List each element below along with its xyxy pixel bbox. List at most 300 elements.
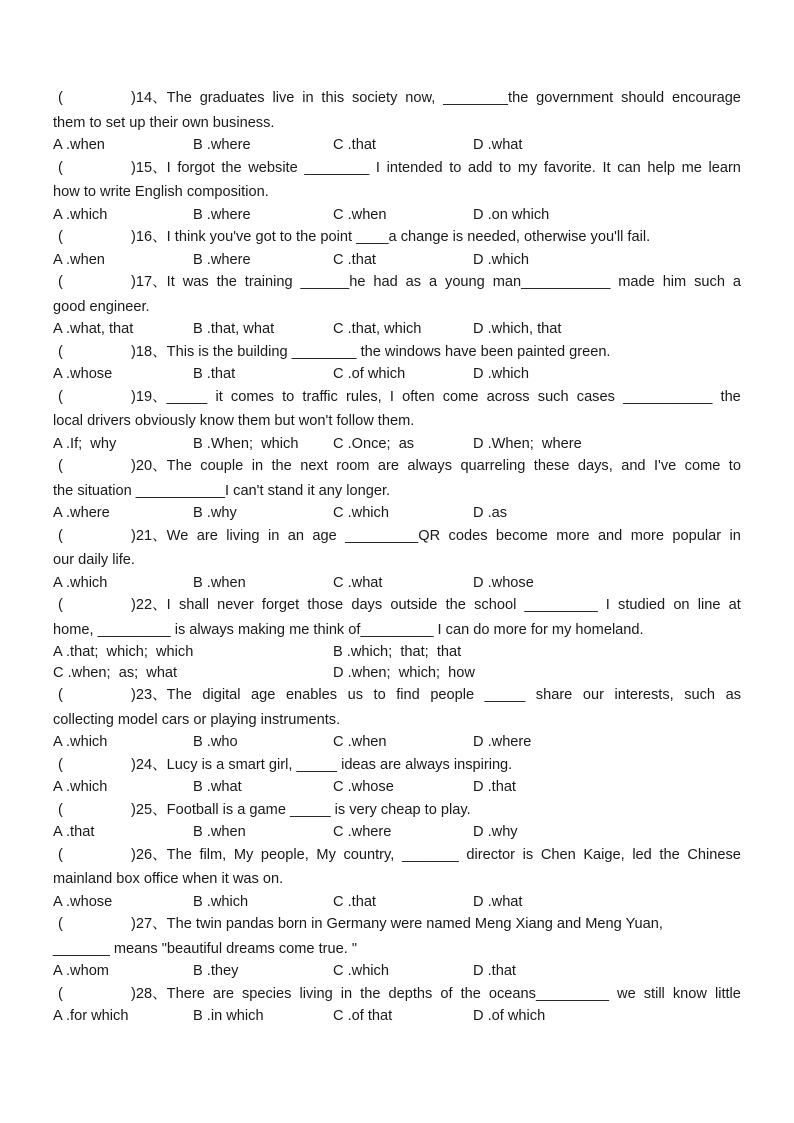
option-d[interactable]: D .what [473, 893, 523, 910]
stem-word: next [300, 458, 328, 474]
answer-blank[interactable] [53, 593, 131, 618]
stem-word: in [340, 985, 353, 1002]
stem-word-text: )19、_____ [131, 388, 208, 405]
stem-word: ___________ [623, 388, 713, 405]
question-continuation: collecting model cars or playing instruments. [53, 711, 341, 728]
option-b[interactable]: B .when [193, 574, 246, 591]
question-21 [53, 524, 741, 594]
stem-word: quarreling [460, 458, 526, 474]
stem-word: in [251, 458, 264, 474]
stem-word: to [282, 388, 295, 405]
stem-word: more [556, 527, 590, 544]
stem-word: him [662, 274, 687, 290]
option-d[interactable]: D .that [473, 963, 516, 979]
question-stem [53, 524, 741, 549]
stem-word-text: )23、The [131, 687, 192, 703]
option-c[interactable]: C .whose [333, 779, 394, 795]
options-row [53, 642, 741, 663]
stem-word: the [659, 846, 680, 863]
option-c[interactable]: C .when [333, 734, 387, 750]
option-d[interactable]: D .that [473, 779, 516, 795]
stem-word: led [632, 846, 652, 863]
stem-word: in [302, 90, 314, 106]
options-row [53, 892, 741, 913]
options-row [53, 573, 741, 594]
option-a[interactable]: A .where [53, 505, 110, 521]
stem-word: forgot [177, 159, 215, 176]
answer-blank[interactable] [53, 340, 131, 365]
question-continuation: mainland box office when it was on. [53, 871, 284, 887]
question-stem [53, 843, 741, 868]
stem-word: the [445, 597, 466, 613]
stem-word: always [407, 458, 453, 474]
stem-word: should [621, 90, 665, 106]
stem-word: know [672, 985, 707, 1002]
stem-word: codes [448, 527, 488, 544]
option-d[interactable]: D .which, that [473, 321, 562, 337]
option-b[interactable]: B .When; which [193, 435, 299, 452]
stem-word: these [533, 458, 570, 474]
stem-word: people [430, 687, 475, 703]
stem-word: intended [386, 159, 443, 176]
stem-word: it [215, 388, 223, 405]
stem-word: ________ [304, 159, 370, 176]
question-continuation: local drivers obviously know them but won't follow them. [53, 413, 415, 429]
stem-word: cases [576, 388, 615, 405]
option-c[interactable]: C .when [333, 206, 387, 223]
answer-blank[interactable] [53, 843, 131, 868]
option-b[interactable]: B .who [193, 734, 238, 750]
stem-word: to [449, 159, 462, 176]
option-c[interactable]: C .that [333, 251, 376, 268]
stem-word [53, 524, 188, 549]
stem-word-text: )28、There [131, 985, 205, 1002]
stem-word [53, 385, 207, 410]
stem-word: help [647, 159, 675, 176]
answer-blank[interactable] [53, 683, 131, 708]
question-continuation: the situation ___________I can't stand it any longer. [53, 482, 391, 499]
stem-word: room [336, 458, 370, 474]
paren-open: ( [58, 388, 63, 405]
question-continuation: how to write English composition. [53, 184, 269, 200]
stem-word: had [373, 274, 398, 290]
stem-word: age [312, 527, 337, 544]
option-c[interactable]: C .what [333, 574, 383, 591]
stem-word: country, [343, 846, 395, 863]
stem-word: I [605, 597, 610, 613]
stem-word: society [351, 90, 398, 106]
options-row [53, 1006, 741, 1027]
stem-word: I've [653, 458, 677, 474]
stem-text: )25、Football is a game _____ is very cheap to play. [131, 801, 471, 818]
stem-word: ______he [300, 274, 366, 290]
option-a[interactable]: A .If; why [53, 435, 117, 452]
paren-open: ( [58, 597, 63, 613]
option-a[interactable]: A .that; which; which [53, 644, 194, 660]
stem-text: )16、I think you've got to the point ____a change is needed, otherwise you'll fail. [131, 229, 651, 245]
option-a[interactable]: A .which [53, 574, 108, 591]
option-d[interactable]: D .of which [473, 1008, 546, 1024]
stem-word: days, [577, 458, 613, 474]
stem-word: learn [708, 159, 741, 176]
paren-open: ( [58, 985, 63, 1002]
stem-word: across [486, 388, 530, 405]
stem-word: to [728, 458, 741, 474]
option-b[interactable]: B .where [193, 251, 251, 268]
option-a[interactable]: A .when [53, 251, 105, 268]
options-row [53, 503, 741, 524]
stem-word: I [389, 388, 394, 405]
stem-word: the [221, 159, 242, 176]
option-d[interactable]: D .what [473, 137, 523, 153]
stem-word: Kaige, [583, 846, 625, 863]
stem-word: comes [230, 388, 274, 405]
stem-word: and [597, 527, 623, 544]
stem-word: such [537, 388, 569, 405]
stem-word: the [720, 388, 741, 405]
option-a[interactable]: A .what, that [53, 321, 134, 337]
paren-open: ( [58, 527, 63, 544]
option-b[interactable]: B .where [193, 206, 251, 223]
stem-word-text: )20、The [131, 458, 192, 474]
options-row [53, 732, 741, 753]
stem-word [53, 683, 192, 708]
options-row [53, 135, 741, 156]
stem-word: I [375, 159, 380, 176]
stem-word: enables [285, 687, 338, 703]
stem-word: add [468, 159, 493, 176]
stem-word: people, [260, 846, 309, 863]
stem-word: Chen [540, 846, 576, 863]
stem-word: an [287, 527, 304, 544]
option-c[interactable]: C .of that [333, 1008, 393, 1024]
stem-word: at [728, 597, 741, 613]
stem-word-text: )21、We [131, 527, 189, 544]
stem-word-text: )14、The [131, 90, 192, 106]
stem-word: depths [388, 985, 433, 1002]
stem-word: never [217, 597, 254, 613]
paren-open: ( [58, 846, 63, 863]
option-d[interactable]: D .which [473, 251, 529, 268]
stem-word: on [673, 597, 690, 613]
option-c[interactable]: C .of which [333, 366, 406, 382]
option-b[interactable]: B .why [193, 505, 237, 521]
option-b[interactable]: B .that, what [193, 321, 275, 337]
question-stem [53, 683, 741, 708]
question-stem [53, 798, 741, 823]
stem-word [53, 270, 175, 295]
stem-word: man___________ [492, 274, 611, 290]
stem-word: can [617, 159, 641, 176]
stem-word: such [694, 274, 725, 290]
option-b[interactable]: B .what [193, 779, 242, 795]
stem-word [53, 593, 171, 618]
stem-word: young [445, 274, 485, 290]
stem-word: me [681, 159, 702, 176]
stem-text: )18、This is the building ________ the windows have been painted green. [131, 343, 611, 360]
stem-text: )24、Lucy is a smart girl, _____ ideas are always inspiring. [131, 756, 513, 773]
question-19 [53, 385, 741, 455]
stem-word: a [428, 274, 438, 290]
option-c[interactable]: C .that, which [333, 321, 422, 337]
question-stem [53, 225, 741, 250]
stem-word: my [517, 159, 538, 176]
question-stem [53, 982, 741, 1007]
stem-word-text: )22、I [131, 597, 171, 613]
stem-word: the [460, 985, 481, 1002]
question-22 [53, 593, 741, 683]
paren-open: ( [58, 801, 63, 818]
stem-word: become [495, 527, 548, 544]
option-c[interactable]: C .where [333, 824, 392, 840]
paren-open: ( [58, 756, 63, 773]
options-row [53, 434, 741, 455]
answer-blank[interactable] [53, 524, 131, 549]
question-continuation: home, _________ is always making me think of_________ I can do more for my homeland. [53, 621, 644, 638]
stem-word: made [618, 274, 655, 290]
question-continuation: good engineer. [53, 298, 150, 315]
question-stem [53, 912, 741, 937]
stem-word: as [405, 274, 422, 290]
option-a[interactable]: A .for which [53, 1008, 129, 1024]
option-a[interactable]: A .which [53, 779, 108, 795]
stem-word: are [377, 458, 399, 474]
paren-open: ( [58, 229, 63, 245]
stem-word: to [373, 687, 386, 703]
paren-open: ( [58, 274, 63, 290]
option-c[interactable]: C .when; as; what [53, 664, 178, 681]
stem-word: digital [202, 687, 241, 703]
stem-word [53, 843, 192, 868]
stem-word: government [536, 90, 614, 106]
stem-word: we [617, 985, 636, 1002]
stem-word: favorite. [543, 159, 596, 176]
answer-blank[interactable] [53, 385, 131, 410]
options-row [53, 961, 741, 982]
option-d[interactable]: D .why [473, 824, 518, 840]
question-continuation: them to set up their own business. [53, 114, 275, 131]
option-a[interactable]: A .which [53, 734, 108, 750]
question-28 [53, 982, 741, 1027]
stem-text: )27、The twin pandas born in Germany were named Meng Xiang and Meng Yuan, [131, 916, 663, 932]
stem-word: is [522, 846, 534, 863]
stem-word: ________the [443, 90, 529, 106]
exercise-page [53, 86, 741, 1027]
option-d[interactable]: D .where [473, 734, 532, 750]
stem-word: age [251, 687, 276, 703]
stem-word [53, 454, 192, 479]
stem-word: Chinese [687, 846, 741, 863]
stem-word: _____ [484, 687, 526, 703]
stem-word-text: )17、It [131, 274, 175, 290]
options-row [53, 364, 741, 385]
question-23 [53, 683, 741, 753]
stem-word: rules, [346, 388, 382, 405]
question-stem [53, 454, 741, 479]
stem-word: film, [199, 846, 227, 863]
stem-word: website [248, 159, 298, 176]
stem-word: species [241, 985, 292, 1002]
option-a[interactable]: A .whose [53, 893, 113, 910]
question-18 [53, 340, 741, 385]
stem-word: are [212, 985, 234, 1002]
option-d[interactable]: D .whose [473, 574, 534, 591]
stem-word: little [714, 985, 741, 1002]
answer-blank[interactable] [53, 753, 131, 778]
stem-word: are [196, 527, 218, 544]
stem-word: us [347, 687, 364, 703]
option-b[interactable]: B .that [193, 366, 236, 382]
option-a[interactable]: A .that [53, 824, 95, 840]
question-continuation: _______ means "beautiful dreams come true. " [53, 940, 358, 957]
stem-word [53, 86, 192, 111]
option-c[interactable]: C .that [333, 137, 376, 153]
stem-word: couple [200, 458, 244, 474]
stem-word: the [271, 458, 292, 474]
paren-open: ( [58, 159, 63, 176]
option-c[interactable]: C .which [333, 963, 389, 979]
answer-blank[interactable] [53, 225, 131, 250]
stem-word: line [697, 597, 721, 613]
question-stem [53, 340, 741, 365]
answer-blank[interactable] [53, 982, 131, 1007]
option-a[interactable]: A .when [53, 137, 105, 153]
stem-word: was [182, 274, 209, 290]
answer-blank[interactable] [53, 270, 131, 295]
stem-word: and [621, 458, 646, 474]
stem-word: My [316, 846, 336, 863]
option-d[interactable]: D .which [473, 366, 529, 382]
options-row [53, 250, 741, 271]
option-a[interactable]: A .which [53, 206, 108, 223]
stem-word: in [267, 527, 280, 544]
option-a[interactable]: A .whom [53, 963, 109, 979]
option-b[interactable]: B .they [193, 963, 239, 979]
question-stem [53, 593, 741, 618]
stem-word: living [226, 527, 260, 544]
stem-word: the [216, 274, 237, 290]
answer-blank[interactable] [53, 798, 131, 823]
stem-word [53, 982, 205, 1007]
question-17 [53, 270, 741, 340]
option-c[interactable]: C .Once; as [333, 435, 415, 452]
option-d[interactable]: D .on which [473, 206, 550, 223]
stem-word: our [582, 687, 604, 703]
stem-word: still [643, 985, 665, 1002]
option-b[interactable]: B .where [193, 137, 251, 153]
question-stem [53, 86, 741, 111]
option-d[interactable]: D .as [473, 505, 508, 521]
stem-word: days [351, 597, 383, 613]
stem-word: studied [618, 597, 666, 613]
answer-blank[interactable] [53, 454, 131, 479]
question-25 [53, 798, 741, 843]
stem-word: now, [405, 90, 436, 106]
option-d[interactable]: D .when; which; how [333, 664, 475, 681]
paren-open: ( [58, 687, 63, 703]
stem-word [53, 156, 171, 181]
stem-word: traffic [302, 388, 338, 405]
question-stem [53, 385, 741, 410]
stem-word: come [442, 388, 479, 405]
question-stem [53, 270, 741, 295]
option-b[interactable]: B .in which [193, 1008, 264, 1024]
question-20 [53, 454, 741, 524]
stem-word: those [307, 597, 344, 613]
question-continuation: our daily life. [53, 552, 135, 568]
stem-word-text: )15、I [131, 159, 171, 176]
option-c[interactable]: C .which [333, 505, 389, 521]
stem-word: _________QR [345, 527, 441, 544]
question-24 [53, 753, 741, 798]
option-d[interactable]: D .When; where [473, 435, 582, 452]
stem-word: forget [261, 597, 300, 613]
option-b[interactable]: B .when [193, 824, 246, 840]
stem-word: to [499, 159, 512, 176]
stem-word: encourage [671, 90, 741, 106]
stem-word: interests, [614, 687, 674, 703]
stem-word: the [360, 985, 381, 1002]
option-b[interactable]: B .which; that; that [333, 644, 462, 660]
question-14 [53, 86, 741, 156]
answer-blank[interactable] [53, 912, 131, 937]
stem-word: living [299, 985, 333, 1002]
stem-word: more [630, 527, 664, 544]
answer-blank[interactable] [53, 86, 131, 111]
paren-open: ( [58, 90, 63, 106]
option-c[interactable]: C .that [333, 893, 376, 910]
stem-word: shall [178, 597, 209, 613]
answer-blank[interactable] [53, 156, 131, 181]
question-stem [53, 753, 741, 778]
options-row [53, 777, 741, 798]
stem-word-text: )26、The [131, 846, 192, 863]
paren-open: ( [58, 343, 63, 360]
stem-word: popular [672, 527, 722, 544]
stem-word: of [440, 985, 453, 1002]
stem-word: My [233, 846, 254, 863]
stem-word: a [732, 274, 741, 290]
stem-word: in [729, 527, 741, 544]
stem-word: _______ [401, 846, 459, 863]
stem-word: this [321, 90, 345, 106]
stem-word: often [402, 388, 435, 405]
question-16 [53, 225, 741, 270]
stem-word: _________ [524, 597, 598, 613]
stem-word: training [244, 274, 293, 290]
stem-word: graduates [199, 90, 265, 106]
options-row [53, 663, 741, 684]
stem-word: share [535, 687, 573, 703]
stem-word: school [474, 597, 517, 613]
question-27 [53, 912, 741, 982]
option-a[interactable]: A .whose [53, 366, 113, 382]
question-26 [53, 843, 741, 913]
options-row [53, 319, 741, 340]
question-stem [53, 156, 741, 181]
stem-word: find [396, 687, 420, 703]
options-row [53, 205, 741, 226]
paren-open: ( [58, 458, 63, 474]
options-row [53, 822, 741, 843]
stem-word: oceans_________ [488, 985, 609, 1002]
stem-word: live [272, 90, 295, 106]
option-b[interactable]: B .which [193, 893, 249, 910]
stem-word: as [725, 687, 741, 703]
stem-word: director [466, 846, 516, 863]
stem-word: It [602, 159, 611, 176]
stem-word: such [684, 687, 716, 703]
